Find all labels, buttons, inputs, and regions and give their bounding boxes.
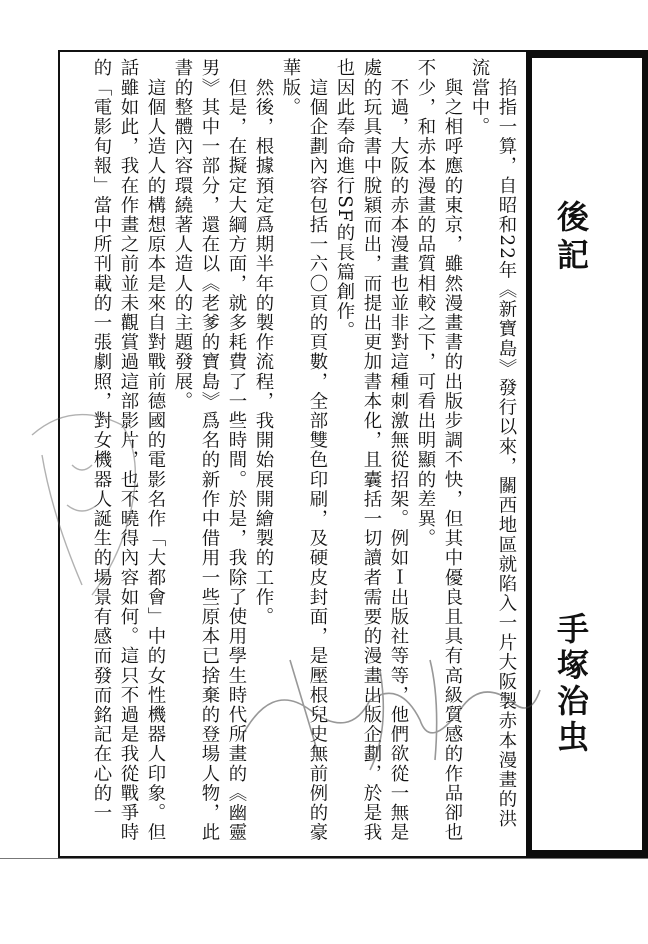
frame-left-border bbox=[58, 50, 60, 858]
paragraph: 掐指一算，自昭和22年《新寶島》發行以來，關西地區就陷入一片大阪製赤本漫畫的洪流當中。 bbox=[469, 58, 517, 829]
page-bottom-rule bbox=[0, 858, 648, 859]
page-title: 後記 bbox=[552, 200, 590, 276]
paragraph: 但是，在擬定大綱方面，就多耗費了一些時間。於是，我除了使用學生時代所畫的《幽靈男》其中一部分，還在以《老爹的寶島》爲名的新作中借用一些原本已捨棄的登場人物，此書的整體內容環繞著人造人的主題發展。 bbox=[172, 58, 247, 842]
essay-body bbox=[66, 58, 520, 848]
paragraph: 這個企劃內容包括一六〇頁的頁數，全部雙色印刷，及硬皮封面，是壓根兒史無前例的豪華版。 bbox=[280, 58, 328, 842]
paragraph: 與之相呼應的東京，雖然漫畫書的出版步調不快，但其中優良且具有高級質感的作品卻也不少，和赤本漫畫的品質相較之下，可看出明顯的差異。 bbox=[415, 58, 463, 842]
paragraph: 不過，大阪的赤本漫畫也並非對這種刺激無從招架。例如Ｉ出版社等等，他們欲從一無是處的玩具書中脫穎而出，而提出更加書本化，且囊括一切讀者需要的漫畫出版企劃，於是我也因此奉命進行SF的長篇創作。 bbox=[334, 58, 409, 842]
paragraph: 然後，根據預定爲期半年的製作流程，我開始展開繪製的工作。 bbox=[253, 58, 274, 627]
essay-text bbox=[88, 58, 520, 848]
frame-top-border bbox=[58, 50, 528, 52]
paragraph: 這個人造人的構想原本是來自對戰前德國的電影名作「大都會」中的女性機器人印象。但話雖如此，我在作畫之前並未觀賞過這部影片，也不曉得內容如何。這只不過是我從戰爭時的「電影旬報」當中所刊載的一張劇照，對女機器人誕生的場景有感而發而銘記在心的一 bbox=[91, 58, 166, 842]
author-name: 手塚治虫 bbox=[552, 612, 590, 756]
